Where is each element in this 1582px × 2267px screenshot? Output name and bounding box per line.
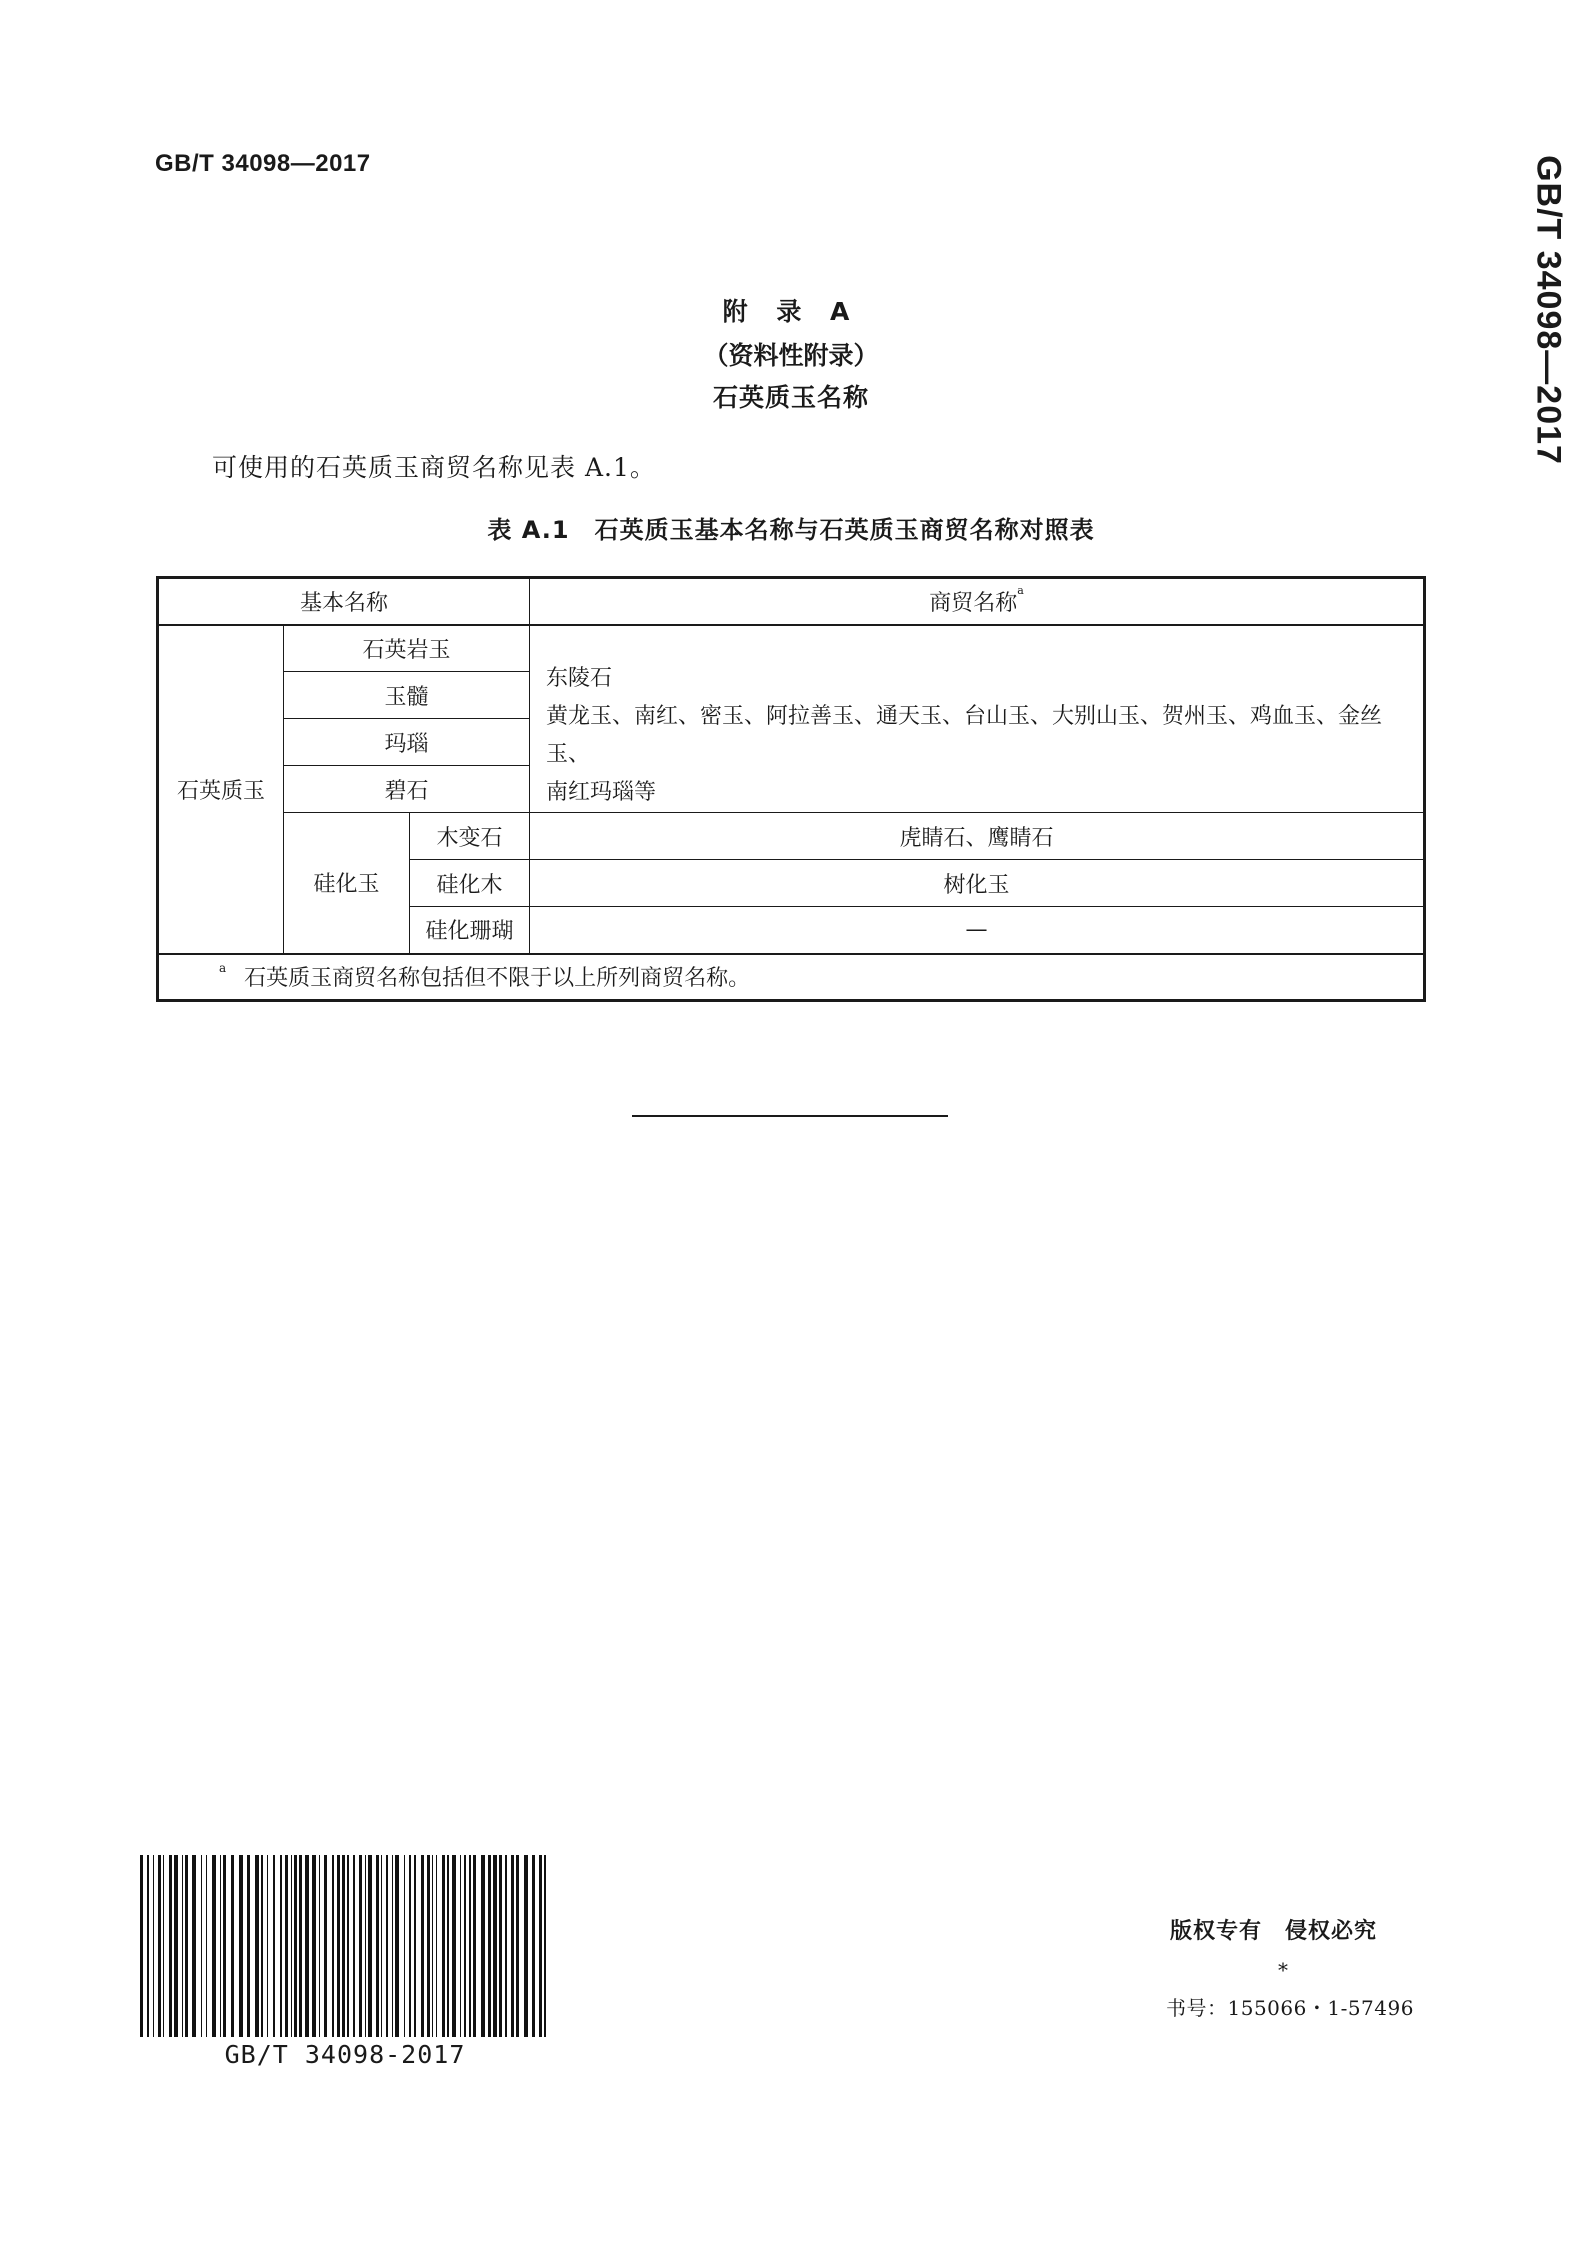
barcode-bar [319, 1855, 320, 2037]
barcode-bar [261, 1855, 263, 2037]
barcode-bar [516, 1855, 519, 2037]
barcode-bar [365, 1855, 366, 2037]
barcode-bar [505, 1855, 507, 2037]
barcode-bar [395, 1855, 399, 2037]
barcode-bar [140, 1855, 143, 2037]
footnote-text: 石英质玉商贸名称包括但不限于以上所列商贸名称。 [244, 966, 751, 992]
barcode-bar [223, 1855, 226, 2037]
table-footnote [158, 954, 1425, 1001]
barcode-bar [347, 1855, 349, 2037]
barcode-bar [404, 1855, 405, 2037]
barcode-bar [386, 1855, 388, 2037]
barcode-bar [481, 1855, 485, 2037]
barcode-bar [332, 1855, 334, 2037]
barcode-bar [201, 1855, 202, 2037]
footnote-marker: a [219, 961, 227, 976]
header-basic-name: 基本名称 [158, 578, 530, 625]
table-header-row [158, 578, 1425, 625]
barcode-bar [488, 1855, 491, 2037]
barcode-bar [147, 1855, 149, 2037]
trade-line: 南红玛瑙等 [546, 779, 657, 805]
barcode-bar [469, 1855, 471, 2037]
barcode-image [138, 1855, 552, 2037]
table-caption: 表 A.1 石英质玉基本名称与石英质玉商贸名称对照表 [487, 516, 1095, 544]
barcode-bar [285, 1855, 288, 2037]
barcode-bar [524, 1855, 528, 2037]
barcode-bar [280, 1855, 282, 2037]
header-trade-name-text: 商贸名称 [929, 590, 1018, 616]
barcode-bar [427, 1855, 430, 2037]
silicified-name-cell: 硅化珊瑚 [410, 907, 530, 954]
barcode-bar [460, 1855, 461, 2037]
barcode-bar [239, 1855, 243, 2037]
barcode-bar [324, 1855, 327, 2037]
barcode-bar [231, 1855, 234, 2037]
barcode-bar [294, 1855, 297, 2037]
silicified-name-cell: 木变石 [410, 813, 530, 860]
group-label-cell: 石英质玉 [158, 625, 284, 954]
barcode-bar [153, 1855, 154, 2037]
table-footnote-row [158, 954, 1425, 1001]
barcode-bar [158, 1855, 161, 2037]
quartzite-item-cell: 玛瑙 [284, 719, 530, 766]
barcode-bar [392, 1855, 393, 2037]
name-comparison-table [156, 576, 1426, 1002]
barcode-bar [267, 1855, 268, 2037]
barcode-bar [381, 1855, 382, 2037]
barcode-bar [532, 1855, 535, 2037]
barcode-bar [421, 1855, 424, 2037]
table-row [158, 813, 1425, 860]
barcode-bar [473, 1855, 476, 2037]
barcode-bar [493, 1855, 497, 2037]
quartzite-item-cell: 石英岩玉 [284, 625, 530, 672]
barcode-bar [255, 1855, 259, 2037]
barcode-bar [436, 1855, 437, 2037]
barcode-bar [368, 1855, 372, 2037]
barcode-bar [499, 1855, 502, 2037]
table-row [158, 625, 1425, 672]
barcode-bar [305, 1855, 309, 2037]
barcode-bar [169, 1855, 172, 2037]
silicified-trade-cell: 虎睛石、鹰睛石 [530, 813, 1425, 860]
trade-line: 东陵石 [546, 665, 613, 691]
silicified-trade-cell: 树化玉 [530, 860, 1425, 907]
barcode-bar [342, 1855, 345, 2037]
copyright-notice: 版权专有 侵权必究 [1170, 1919, 1378, 1944]
barcode-caption: GB/T 34098-2017 [224, 2040, 466, 2069]
barcode-bar [299, 1855, 302, 2037]
appendix-name: 石英质玉名称 [712, 383, 869, 412]
barcode-bar [273, 1855, 275, 2037]
trade-line: 黄龙玉、南红、密玉、阿拉善玉、通天玉、台山玉、大别山玉、贺州玉、鸡血玉、金丝玉、 [546, 703, 1383, 767]
barcode-bar [414, 1855, 416, 2037]
star-mark: * [1278, 1958, 1288, 1982]
silicified-label-cell: 硅化玉 [284, 813, 410, 954]
barcode-bar [353, 1855, 355, 2037]
barcode-bar [291, 1855, 292, 2037]
barcode-bar [163, 1855, 164, 2037]
appendix-title: 附 录 A [722, 297, 860, 326]
book-number: 书号：155066・1-57496 [1166, 1996, 1414, 2020]
header-footnote-marker: a [1017, 583, 1024, 597]
barcode-bar [192, 1855, 196, 2037]
barcode-bar [432, 1855, 433, 2037]
barcode-bar [312, 1855, 316, 2037]
barcode-bar [452, 1855, 456, 2037]
barcode-bar [185, 1855, 188, 2037]
intro-paragraph: 可使用的石英质玉商贸名称见表 A.1。 [212, 453, 656, 482]
barcode-bar [247, 1855, 250, 2037]
quartzite-item-cell: 碧石 [284, 766, 530, 813]
barcode-bar [511, 1855, 514, 2037]
barcode-bar [212, 1855, 216, 2037]
barcode-bar [544, 1855, 546, 2037]
barcode-bar [447, 1855, 449, 2037]
appendix-subtitle: （资料性附录） [703, 341, 879, 370]
barcode-bar [220, 1855, 221, 2037]
standard-code-header: GB/T 34098—2017 [155, 150, 371, 177]
barcode-bar [539, 1855, 542, 2037]
side-standard-code-text: GB/T 34098—2017 [1529, 155, 1568, 465]
quartzite-item-cell: 玉髓 [284, 672, 530, 719]
barcode-bar [442, 1855, 445, 2037]
barcode-bar [464, 1855, 466, 2037]
barcode-bar [174, 1855, 178, 2037]
silicified-trade-cell: — [530, 907, 1425, 954]
barcode-bar [359, 1855, 362, 2037]
silicified-name-cell: 硅化木 [410, 860, 530, 907]
quartzite-trade-names-cell [530, 625, 1425, 813]
barcode-bar [337, 1855, 340, 2037]
end-rule-divider [632, 1115, 948, 1117]
header-trade-name [530, 578, 1425, 625]
barcode-bar [182, 1855, 183, 2037]
barcode-bar [376, 1855, 379, 2037]
barcode-bar [409, 1855, 411, 2037]
barcode-bar [206, 1855, 207, 2037]
